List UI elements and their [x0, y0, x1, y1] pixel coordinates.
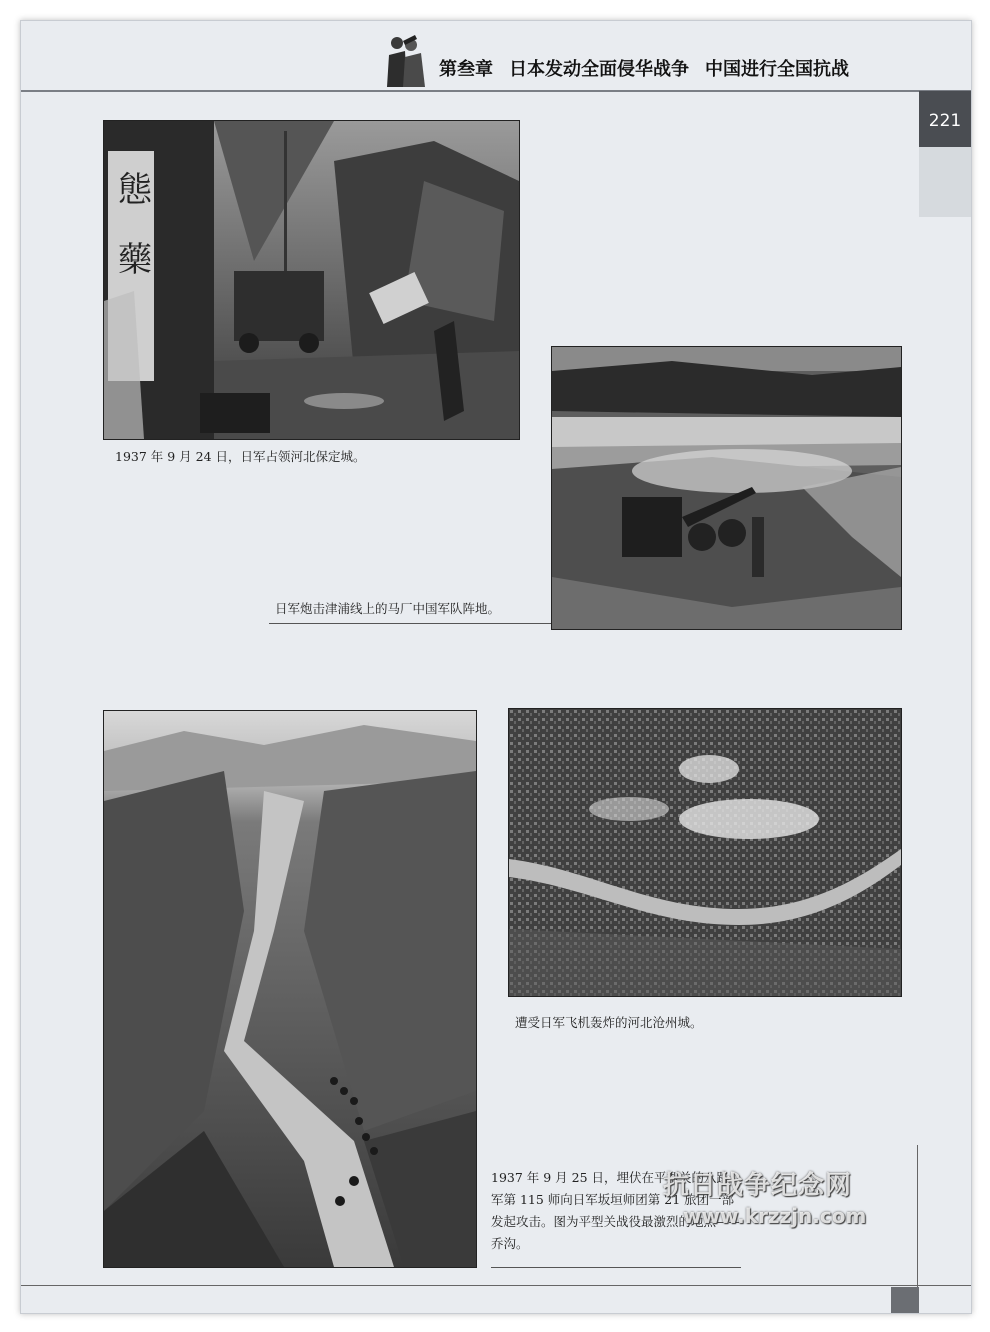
footer-rule [21, 1285, 971, 1286]
soldier-logo-icon [381, 31, 429, 87]
book-page [20, 20, 972, 1314]
caption-rule-machang [269, 623, 551, 624]
side-tab [919, 147, 971, 217]
watermark [663, 1165, 866, 1228]
watermark-url: www.krzzjn.com [683, 1204, 867, 1228]
caption-machang: 日军炮击津浦线上的马厂中国军队阵地。 [275, 601, 501, 616]
caption-baoding: 1937 年 9 月 24 日，日军占领河北保定城。 [115, 449, 366, 464]
caption-qiaogou: 1937 年 9 月 25 日，埋伏在平型关的八路军第 115 师向日军坂垣师团第 21 旅团一部发起攻击。图为平型关战役最激烈的地点——乔沟。 [491, 1170, 742, 1251]
caption-rule-qiaogou [491, 1267, 741, 1268]
photo-qiaogou-valley [103, 710, 477, 1268]
photo-machang-artillery [551, 346, 902, 630]
page-number: 221 [928, 111, 962, 131]
photo-baoding [103, 120, 520, 440]
header-title-part2: 中国进行全国抗战 [705, 59, 849, 80]
caption-cangzhou: 遭受日军飞机轰炸的河北沧州城。 [515, 1015, 703, 1030]
header-title-part1: 日本发动全面侵华战争 [509, 59, 689, 80]
page-number-box [919, 91, 971, 147]
photo-cangzhou-aerial [508, 708, 902, 997]
chapter-label: 第叁章 [439, 59, 493, 80]
svg-text:藥: 藥 [118, 240, 152, 280]
right-margin-rule [917, 1145, 918, 1291]
watermark-title: 抗日战争纪念网 [663, 1171, 853, 1201]
svg-text:態: 態 [118, 170, 152, 210]
running-header [439, 55, 849, 81]
header-rule [21, 90, 971, 92]
footer-corner-block [891, 1287, 919, 1313]
